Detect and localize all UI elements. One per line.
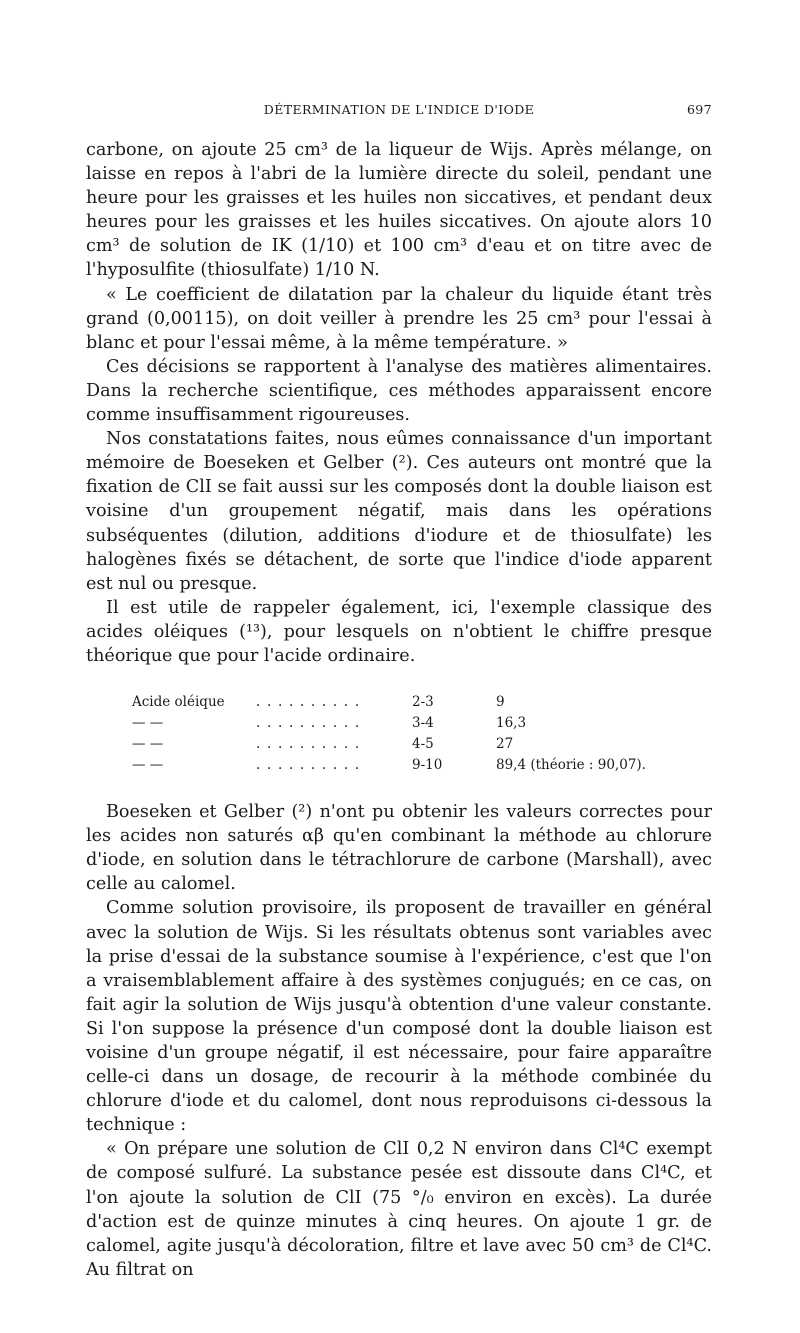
paragraph-6: Boeseken et Gelber (²) n'ont pu obtenir les valeurs correctes pour les acides non saturés αβ qu'en combinant la méthode au chlorure d'iode, en solution dans le tétrachlorure de carbone (Marshall), avec celle au calomel. — [86, 802, 712, 895]
row-value: 16,3 — [496, 715, 527, 732]
table-row — [86, 690, 712, 709]
table-row — [86, 753, 712, 772]
paragraph-2: « Le coefficient de dilatation par la chaleur du liquide étant très grand (0,00115), on doit veiller à prendre les 25 cm³ pour l'essai à blanc et pour l'essai même, à la même température. » — [86, 284, 712, 353]
row-value: 89,4 (théorie : 90,07). — [496, 757, 646, 774]
row-label: — — — [132, 757, 164, 774]
body-text — [86, 138, 712, 1282]
page-number: 697 — [686, 102, 712, 117]
row-label: Acide oléique — [132, 694, 225, 711]
row-range: 2-3 — [412, 694, 434, 711]
header-title: DÉTERMINATION DE L'INDICE D'IODE — [263, 102, 535, 117]
oleic-acid-table — [86, 690, 712, 780]
row-value: 27 — [496, 736, 514, 753]
row-range: 9-10 — [412, 757, 443, 774]
row-label: — — — [132, 715, 164, 732]
paragraph-4: Nos constatations faites, nous eûmes connaissance d'un important mémoire de Boeseken et Gelber (²). Ces auteurs ont montré que la fixation de ClI se fait aussi sur les composés dont la double liaison est voisine d'un groupement négatif, mais dans les opérations subséquentes (dilution, additions d'iodure et de thiosulfate) les halogènes fixés se détachent, de sorte que l'indice d'iode apparent est nul ou presque. — [86, 429, 712, 594]
leader-dots: . . . . . . . . . . — [256, 757, 361, 774]
leader-dots: . . . . . . . . . . — [256, 736, 361, 753]
running-header — [86, 100, 712, 124]
paragraph-3: Ces décisions se rapportent à l'analyse des matières alimentaires. Dans la recherche scientifique, ces méthodes apparaissent encore comme insuffisamment rigoureuses. — [86, 356, 712, 426]
row-value: 9 — [496, 694, 505, 711]
paragraph-8: « On prépare une solution de ClI 0,2 N environ dans Cl⁴C exempt de composé sulfuré. La substance pesée est dissoute dans Cl⁴C, et l'on ajoute la solution de ClI (75 °/₀ environ en excès). La durée d'action est de quinze minutes à cinq heures. On ajoute 1 gr. de calomel, agite jusqu'à décoloration, filtre et lave avec 50 cm³ de Cl⁴C. Au filtrat on — [86, 1139, 712, 1280]
leader-dots: . . . . . . . . . . — [256, 694, 361, 711]
row-range: 3-4 — [412, 715, 434, 732]
row-label: — — — [132, 736, 164, 753]
row-range: 4-5 — [412, 736, 434, 753]
table-row — [86, 711, 712, 730]
paragraph-7: Comme solution provisoire, ils proposent de travailler en général avec la solution de Wijs. Si les résultats obtenus sont variables avec la prise d'essai de la substance soumise à l'expérience, c'est que l'on a vraisemblablement affaire à des systèmes conjugués; en ce cas, on fait agir la solution de Wijs jusqu'à obtention d'une valeur constante. Si l'on suppose la présence d'un composé dont la double liaison est voisine d'un groupe négatif, il est nécessaire, pour faire apparaître celle-ci dans un dosage, de recourir à la méthode combinée du chlorure d'iode et du calomel, dont nous reproduisons ci-dessous la technique : — [86, 898, 712, 1136]
paragraph-5: Il est utile de rappeler également, ici, l'exemple classique des acides oléiques (¹³), pour lesquels on n'obtient le chiffre presque théorique que pour l'acide ordinaire. — [86, 597, 712, 666]
table-row — [86, 732, 712, 751]
leader-dots: . . . . . . . . . . — [256, 715, 361, 732]
paragraph-1: carbone, on ajoute 25 cm³ de la liqueur de Wijs. Après mélange, on laisse en repos à l'abri de la lumière directe du soleil, pendant une heure pour les graisses et les huiles non siccatives, et pendant deux heures pour les graisses et les huiles siccatives. On ajoute alors 10 cm³ de solution de IK (1/10) et 100 cm³ d'eau et on titre avec de l'hyposulfite (thiosulfate) 1/10 N. — [86, 140, 712, 281]
